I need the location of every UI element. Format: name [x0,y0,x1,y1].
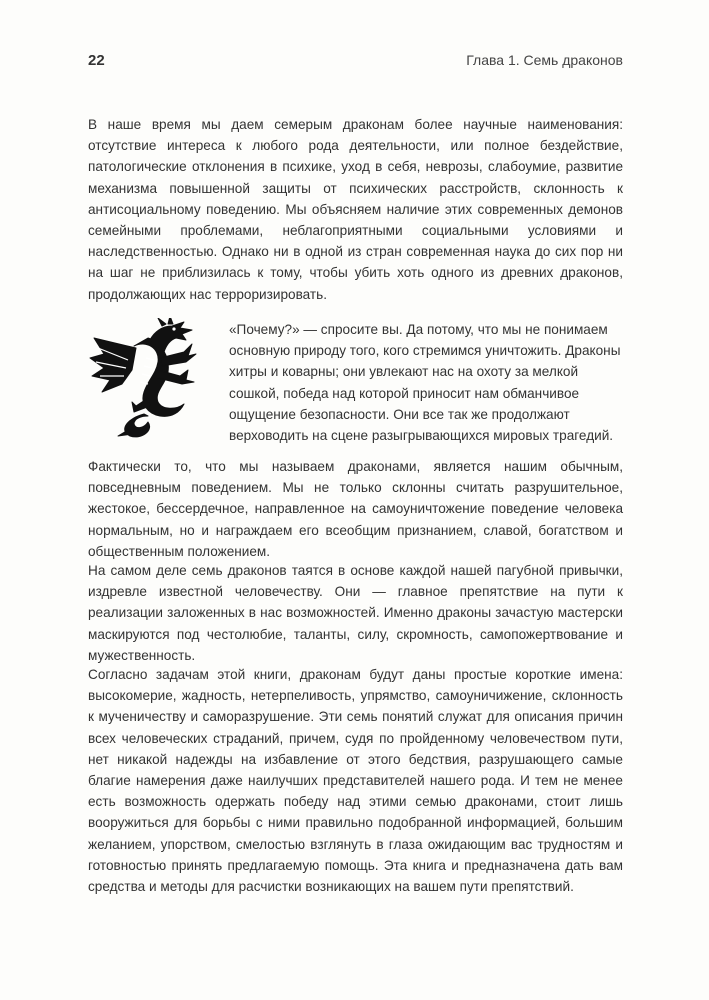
paragraph-text: Согласно задачам этой книги, драконам будут даны простые короткие имена: высокомерие, жадность, нетерпеливость, упрямство, самоуничижение, склонность к мученичеству и саморазрушение. Эти семь понятий служат для описания причин всех человеческих страданий, причем, судя по пройденному человечеством пути, нет никакой надежды на избавление от этого бедствия, разрушающего самые благие намерения даже наилучших представителей нашего рода. И тем не менее есть возможность одержать победу над этими семью драконами, стоит лишь вооружиться для борьбы с ними правильно подобранной информацией, большим желанием, упорством, смелостью взглянуть в глаза ожидающим вас трудностям и готовностью принять предлагаемую помощь. Эта книга и предназначена дать вам средства и методы для расчистки возникающих на вашем пути препятствий. [88,667,623,895]
dragon-icon [88,318,218,438]
body-paragraph-3 [88,560,623,666]
body-paragraph-2 [88,456,623,562]
body-paragraph-4 [88,664,623,897]
paragraph-text: Фактически то, что мы называем драконами, является нашим обычным, повседневным поведением. Мы не только склонны считать разрушительное, жестокое, бессердечное, направленное на самоуничтожение поведение человека нормальным, но и награждаем его всеобщим признанием, славой, богатством и общественным положением. [88,459,623,559]
body-paragraph-1 [88,114,623,305]
side-paragraph [229,319,622,446]
page-number: 22 [88,52,105,69]
paragraph-text: На самом деле семь драконов таятся в основе каждой нашей пагубной привычки, издревле известной человечеству. Они — главное препятствие на пути к реализации заложенных в нас возможностей. Именно драконы зачастую мастерски маскируются под честолюбие, таланты, силу, скромность, самопожертвование и мужественность. [88,563,623,663]
paragraph-text: «Почему?» — спросите вы. Да потому, что мы не понимаем основную природу того, кого стремимся уничтожить. Драконы хитры и коварны; они увлекают нас на охоту за мелкой сошкой, победа над которой приносит нам обманчивое ощущение безопасности. Они все так же продолжают верховодить на сцене разыгрывающихся мировых трагедий. [229,322,621,444]
paragraph-text: В наше время мы даем семерым драконам более научные наименования: отсутствие интереса к любого рода деятельности, или полное бездействие, патологические отклонения в психике, уход в себя, неврозы, слабоумие, развитие механизма повышенной защиты от психических расстройств, склонность к антисоциальному поведению. Мы объясняем наличие этих современных демонов семейными проблемами, неблагоприятными социальными условиями и наследственностью. Однако ни в одной из стран современная наука до сих пор ни на шаг не приблизилась к тому, чтобы убить хоть одного из древних драконов, продолжающих нас терроризировать. [88,117,623,302]
running-head-chapter-title: Глава 1. Семь драконов [466,52,623,68]
